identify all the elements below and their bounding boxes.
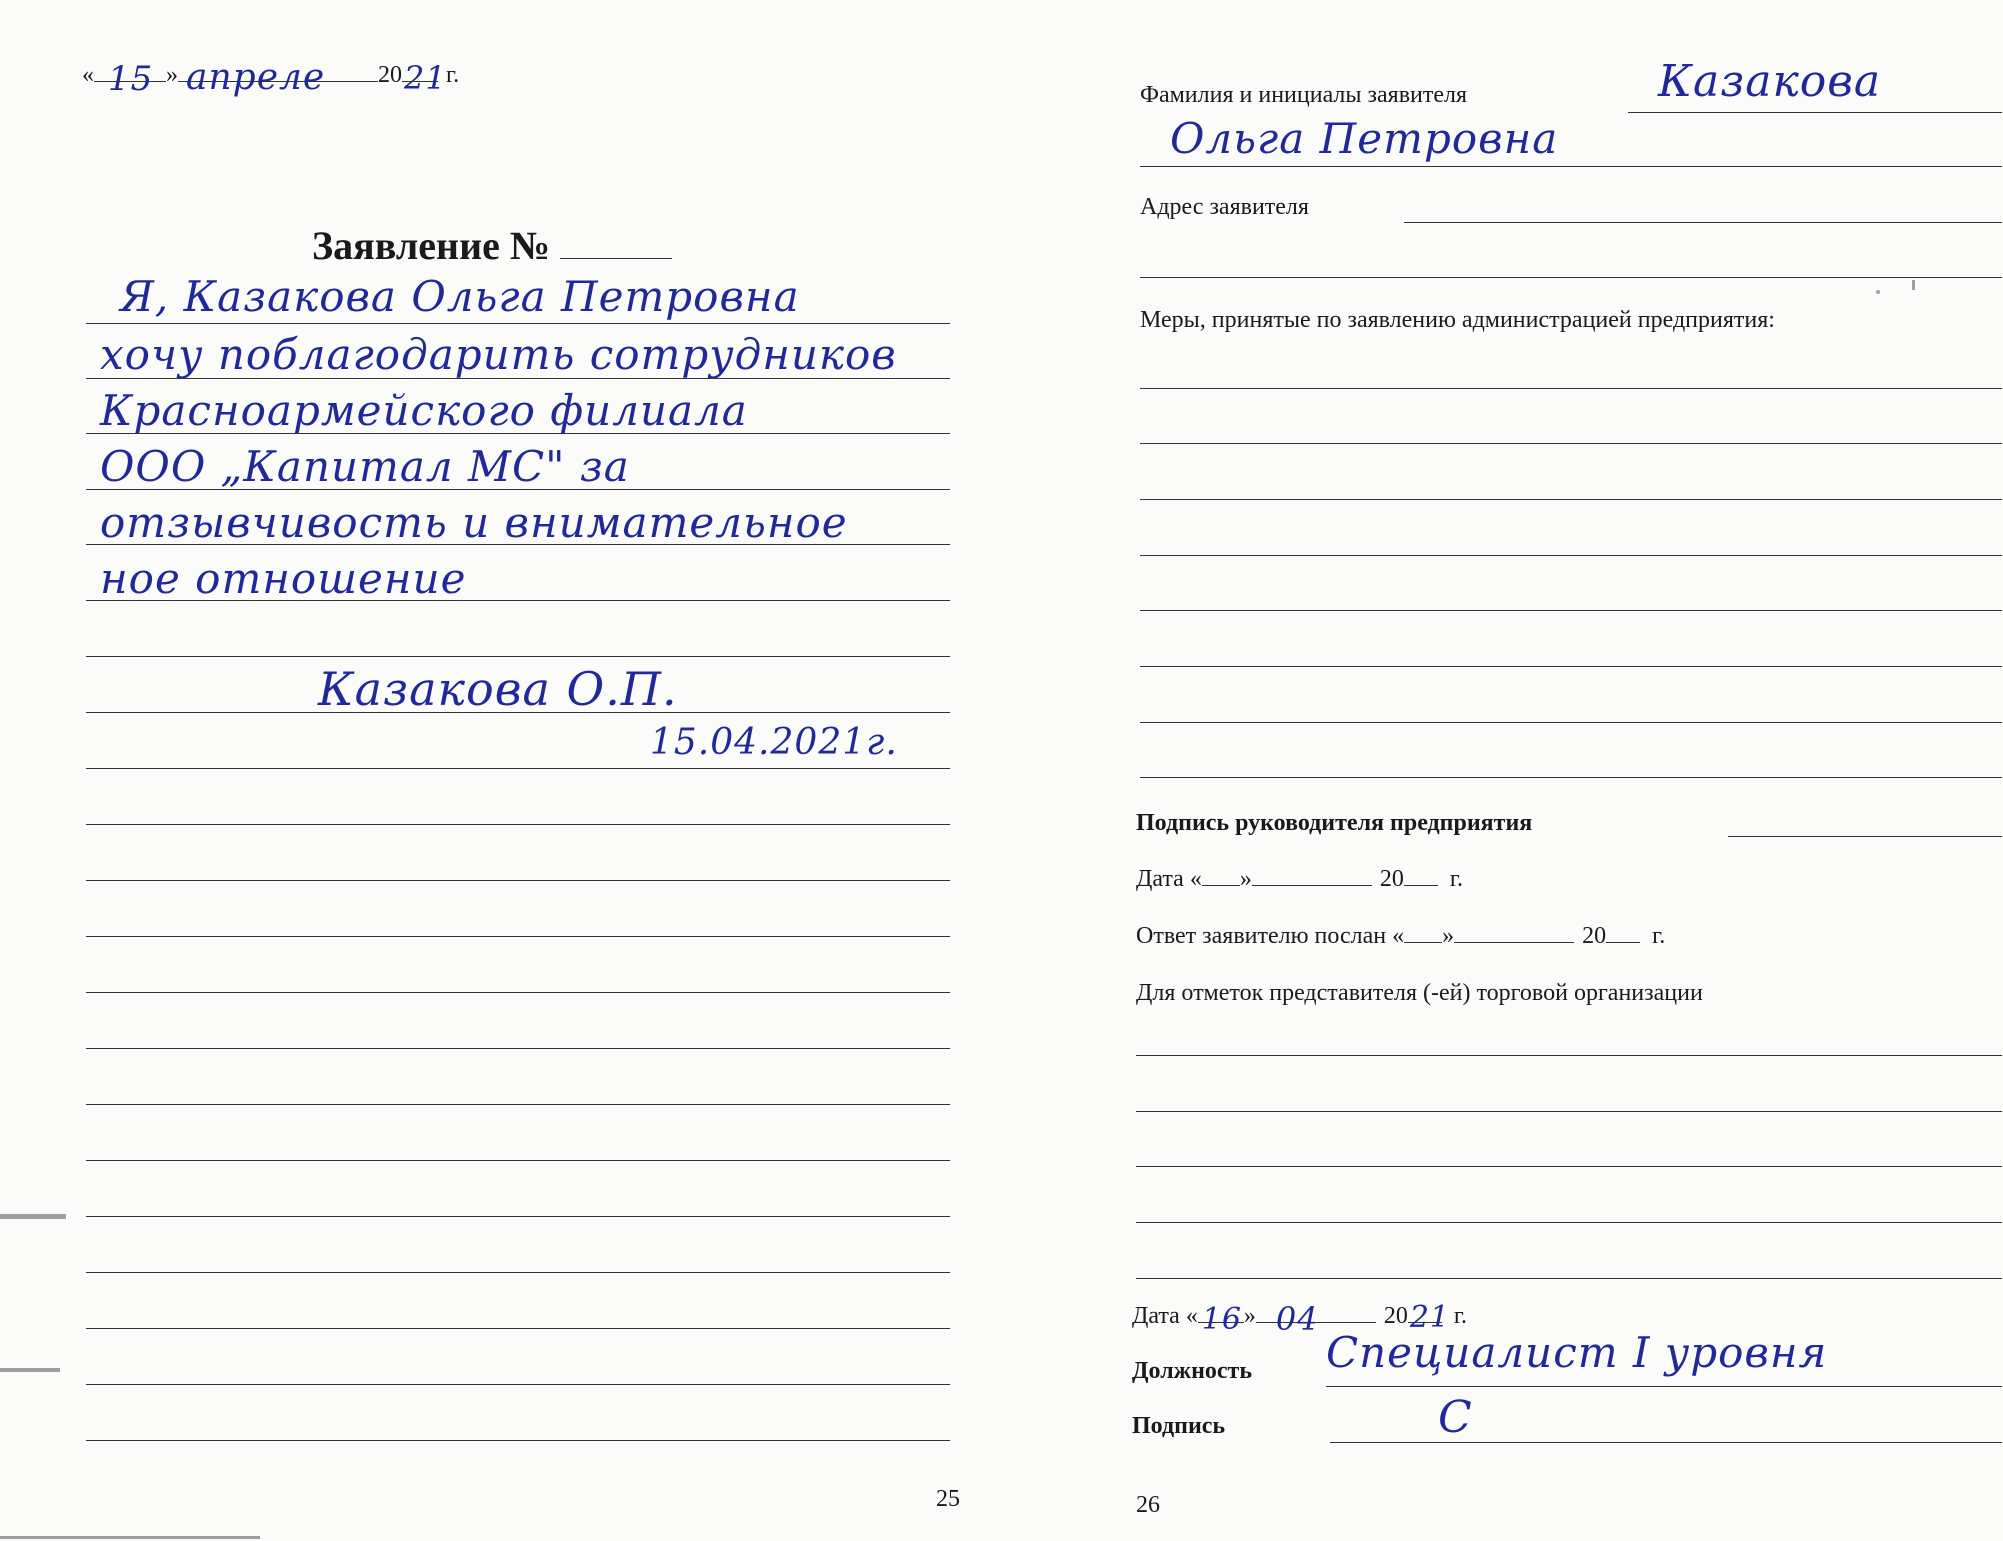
measures-line <box>1140 555 2002 556</box>
notes-line <box>1136 1166 2002 1167</box>
date-year-value: 21 <box>404 59 447 97</box>
signed-date: 15.04.2021г. <box>650 722 898 763</box>
signature-label: Подпись <box>1132 1413 1226 1439</box>
measures-line <box>1140 722 2002 723</box>
ruled-line <box>86 1160 950 1161</box>
date-day-field <box>94 59 166 99</box>
ruled-line <box>86 1272 950 1273</box>
body-line-1: Я, Казакова Ольга Петровна <box>120 272 800 321</box>
final-date-year-field <box>1408 1300 1451 1335</box>
notes-line <box>1136 1278 2002 1279</box>
signature-line <box>1330 1442 2002 1443</box>
body-line-2: хочу поблагодарить сотрудников <box>100 330 897 379</box>
final-date-year: 21 <box>1409 1300 1451 1335</box>
reply-date <box>1136 923 1665 950</box>
scan-artifact <box>0 1368 60 1372</box>
date-suffix: г. <box>446 62 460 88</box>
applicant-name-line-2 <box>1140 166 2002 167</box>
manager-date-suffix: г. <box>1449 866 1463 892</box>
ruled-line <box>86 323 950 324</box>
final-date-label: Дата « <box>1132 1303 1198 1329</box>
notes-line <box>1136 1111 2002 1112</box>
ruled-line <box>86 880 950 881</box>
ruled-line <box>86 1384 950 1385</box>
title-text: Заявление № <box>312 223 551 268</box>
manager-date <box>1136 866 1463 893</box>
date-month-value: апреле <box>186 57 326 98</box>
body-line-4: ООО „Капитал МС" за <box>100 442 630 491</box>
page-title <box>312 222 672 269</box>
manager-date-year-field <box>1404 885 1438 886</box>
application-date <box>82 57 460 99</box>
notes-line <box>1136 1222 2002 1223</box>
ruled-line <box>86 768 950 769</box>
right-page <box>1000 0 2003 1541</box>
applicant-name-label: Фамилия и инициалы заявителя <box>1140 82 1468 108</box>
ruled-line <box>86 824 950 825</box>
ruled-line <box>86 1440 950 1441</box>
ruled-line <box>86 656 950 657</box>
scan-artifact <box>0 1536 260 1539</box>
position-label: Должность <box>1132 1358 1253 1384</box>
date-day-value: 15 <box>108 59 154 99</box>
reply-suffix: г. <box>1652 923 1666 949</box>
address-label: Адрес заявителя <box>1140 194 1309 220</box>
notes-line <box>1136 1055 2002 1056</box>
ruled-line <box>86 1104 950 1105</box>
reply-mid: » <box>1442 923 1455 949</box>
final-date-month-field <box>1256 1300 1376 1338</box>
final-date-day-field <box>1198 1302 1244 1337</box>
reply-month-field <box>1454 942 1574 943</box>
signature-value: С <box>1438 1392 1473 1443</box>
position-line <box>1326 1386 2002 1387</box>
measures-label: Меры, принятые по заявлению администрацией предприятия: <box>1140 307 1775 333</box>
address-line-1 <box>1404 222 2002 223</box>
final-date-suffix: г. <box>1453 1303 1467 1329</box>
scan-artifact <box>0 1214 66 1219</box>
manager-signature-label: Подпись руководителя предприятия <box>1136 810 1533 836</box>
date-century: 20 <box>378 62 402 88</box>
measures-line <box>1140 388 2002 389</box>
ruled-line <box>86 992 950 993</box>
manager-date-day-field <box>1202 885 1240 886</box>
manager-date-century: 20 <box>1379 866 1404 892</box>
manager-date-label: Дата « <box>1136 866 1202 892</box>
final-date-day: 16 <box>1201 1302 1243 1337</box>
date-open-quote: « <box>82 62 94 88</box>
ruled-line <box>86 1216 950 1217</box>
title-number-field <box>560 258 672 259</box>
applicant-surname: Казакова <box>1658 56 1882 107</box>
manager-date-mid: » <box>1239 866 1252 892</box>
body-line-5: отзывчивость и внимательное <box>100 498 848 547</box>
address-line-2 <box>1140 277 2002 278</box>
position-value: Специалист I уровня <box>1326 1328 1828 1377</box>
notes-label: Для отметок представителя (-ей) торговой организации <box>1136 980 1703 1006</box>
final-date-century: 20 <box>1383 1303 1408 1329</box>
final-date <box>1132 1300 1467 1338</box>
scan-speck <box>1912 280 1915 290</box>
page-number-left: 25 <box>936 1486 960 1512</box>
body-line-6: ное отношение <box>100 554 467 603</box>
final-date-close: » <box>1243 1303 1256 1329</box>
manager-signature-line <box>1728 836 2002 837</box>
reply-label: Ответ заявителю послан « <box>1136 923 1405 949</box>
date-close-quote: » <box>166 62 178 88</box>
reply-day-field <box>1404 942 1442 943</box>
date-month-field <box>178 57 378 98</box>
final-date-month: 04 <box>1275 1300 1319 1338</box>
measures-line <box>1140 610 2002 611</box>
applicant-surname-line <box>1628 112 2002 113</box>
applicant-signature: Казакова О.П. <box>318 662 678 716</box>
reply-year-field <box>1606 942 1640 943</box>
measures-line <box>1140 443 2002 444</box>
applicant-given-names: Ольга Петровна <box>1170 114 1559 163</box>
measures-line <box>1140 777 2002 778</box>
manager-date-month-field <box>1252 885 1372 886</box>
page-number-right: 26 <box>1136 1492 1160 1518</box>
left-page <box>0 0 1000 1541</box>
reply-century: 20 <box>1582 923 1607 949</box>
body-line-3: Красноармейского филиала <box>100 386 748 435</box>
date-year-field <box>402 59 447 97</box>
ruled-line <box>86 1328 950 1329</box>
measures-line <box>1140 499 2002 500</box>
scan-speck <box>1876 290 1880 294</box>
ruled-line <box>86 936 950 937</box>
measures-line <box>1140 666 2002 667</box>
ruled-line <box>86 1048 950 1049</box>
